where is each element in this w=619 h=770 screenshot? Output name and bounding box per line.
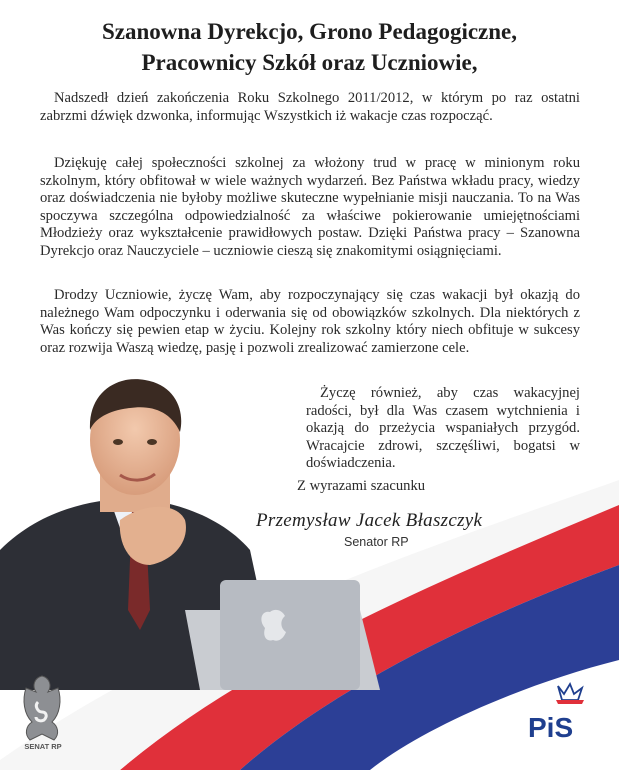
letter-heading [0,16,619,78]
paragraph-4: Życzę również, aby czas wakacyjnej radości, był dla Was czasem wytchnienia i okazją do przeżycia wspaniałych przygód. Wracajcie zdrowi, szczęśliwi, bogatsi w doświadczenia. [306,385,580,472]
signature: Przemysław Jacek Błaszczyk [256,510,483,531]
paragraph-1: Nadszedł dzień zakończenia Roku Szkolnego 2011/2012, w którym po raz ostatni zabrzmi dźwięk dzwonka, informując Wszystkich iż wakacje czas rozpocząć. [40,90,580,124]
heading-line-2: Pracownicy Szkół oraz Uczniowie, [141,50,478,75]
senat-label: SENAT RP [24,742,62,751]
pis-label: PiS [528,712,574,743]
heading-line-1: Szanowna Dyrekcjo, Grono Pedagogiczne, [101,19,518,44]
senator-role: Senator RP [344,535,409,549]
closing-text: Z wyrazami szacunku [297,478,426,494]
paragraph-2: Dziękuję całej społeczności szkolnej za włożony trud w pracę w minionym roku szkolnym, który obfitował w wiele ważnych wydarzeń. Bez Państwa wkładu pracy, wiedzy oraz doświadczenia nie byłoby możliwe skuteczne wypełnianie misji nauczania. To na Was spoczywa szczególna odpowiedzialność za właściwe pokierowanie umiejętnościami Młodzieży oraz wykształcenie prawidłowych postaw. Dzięki Państwa pracy – Szanowna Dyrekcjo oraz Nauczyciele – uczniowie cieszą się znakomitymi osiągnięciami. [40,155,580,259]
paragraph-3: Drodzy Uczniowie, życzę Wam, aby rozpoczynający się czas wakacji był okazją do należnego Wam odpoczynku i oderwania się od obowiązków szkolnych. Dla niektórych z Was kończy się pewien etap w życiu. Kolejny rok szkolny który niech obfituje w sukcesy oraz rozwija Waszą wiedzę, pasję i pozwoli zrealizować zamierzone cele. [40,287,580,356]
